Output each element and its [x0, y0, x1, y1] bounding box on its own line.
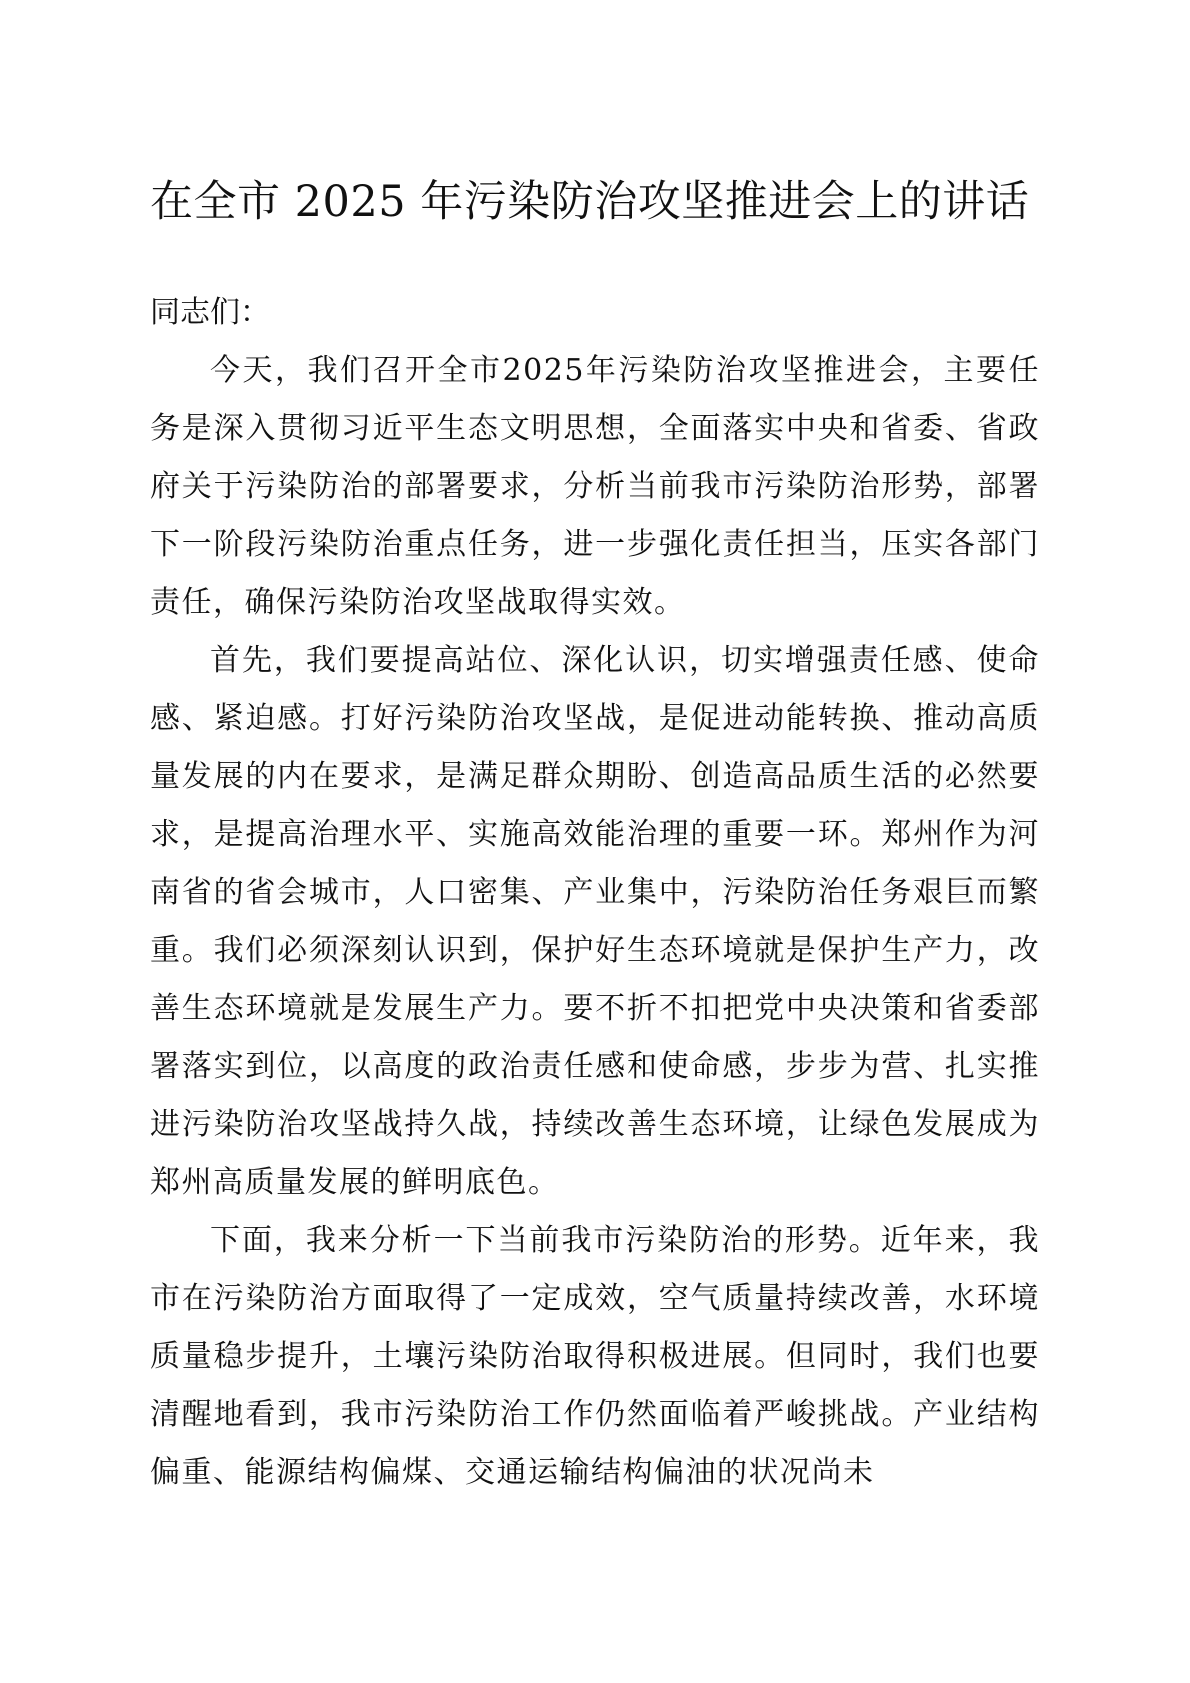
document-body	[150, 284, 1040, 1502]
paragraph-situation-analysis: 下面，我来分析一下当前我市污染防治的形势。近年来，我市在污染防治方面取得了一定成效，空气质量持续改善，水环境质量稳步提升，土壤污染防治取得积极进展。但同时，我们也要清醒地看到，我市污染防治工作仍然面临着严峻挑战。产业结构偏重、能源结构偏煤、交通运输结构偏油的状况尚未	[150, 1223, 1040, 1490]
paragraph-opening: 今天，我们召开全市2025年污染防治攻坚推进会，主要任务是深入贯彻习近平生态文明思想，全面落实中央和省委、省政府关于污染防治的部署要求，分析当前我市污染防治形势，部署下一阶段污染防治重点任务，进一步强化责任担当，压实各部门责任，确保污染防治攻坚战取得实效。	[150, 353, 1040, 620]
document-title: 在全市 2025 年污染防治攻坚推进会上的讲话	[150, 177, 1030, 227]
paragraph-first-point: 首先，我们要提高站位、深化认识，切实增强责任感、使命感、紧迫感。打好污染防治攻坚战，是促进动能转换、推动高质量发展的内在要求，是满足群众期盼、创造高品质生活的必然要求，是提高治理水平、实施高效能治理的重要一环。郑州作为河南省的省会城市，人口密集、产业集中，污染防治任务艰巨而繁重。我们必须深刻认识到，保护好生态环境就是保护生产力，改善生态环境就是发展生产力。要不折不扣把党中央决策和省委部署落实到位，以高度的政治责任感和使命感，步步为营、扎实推进污染防治攻坚战持久战，持续改善生态环境，让绿色发展成为郑州高质量发展的鲜明底色。	[150, 643, 1040, 1200]
salutation: 同志们：	[150, 295, 270, 330]
